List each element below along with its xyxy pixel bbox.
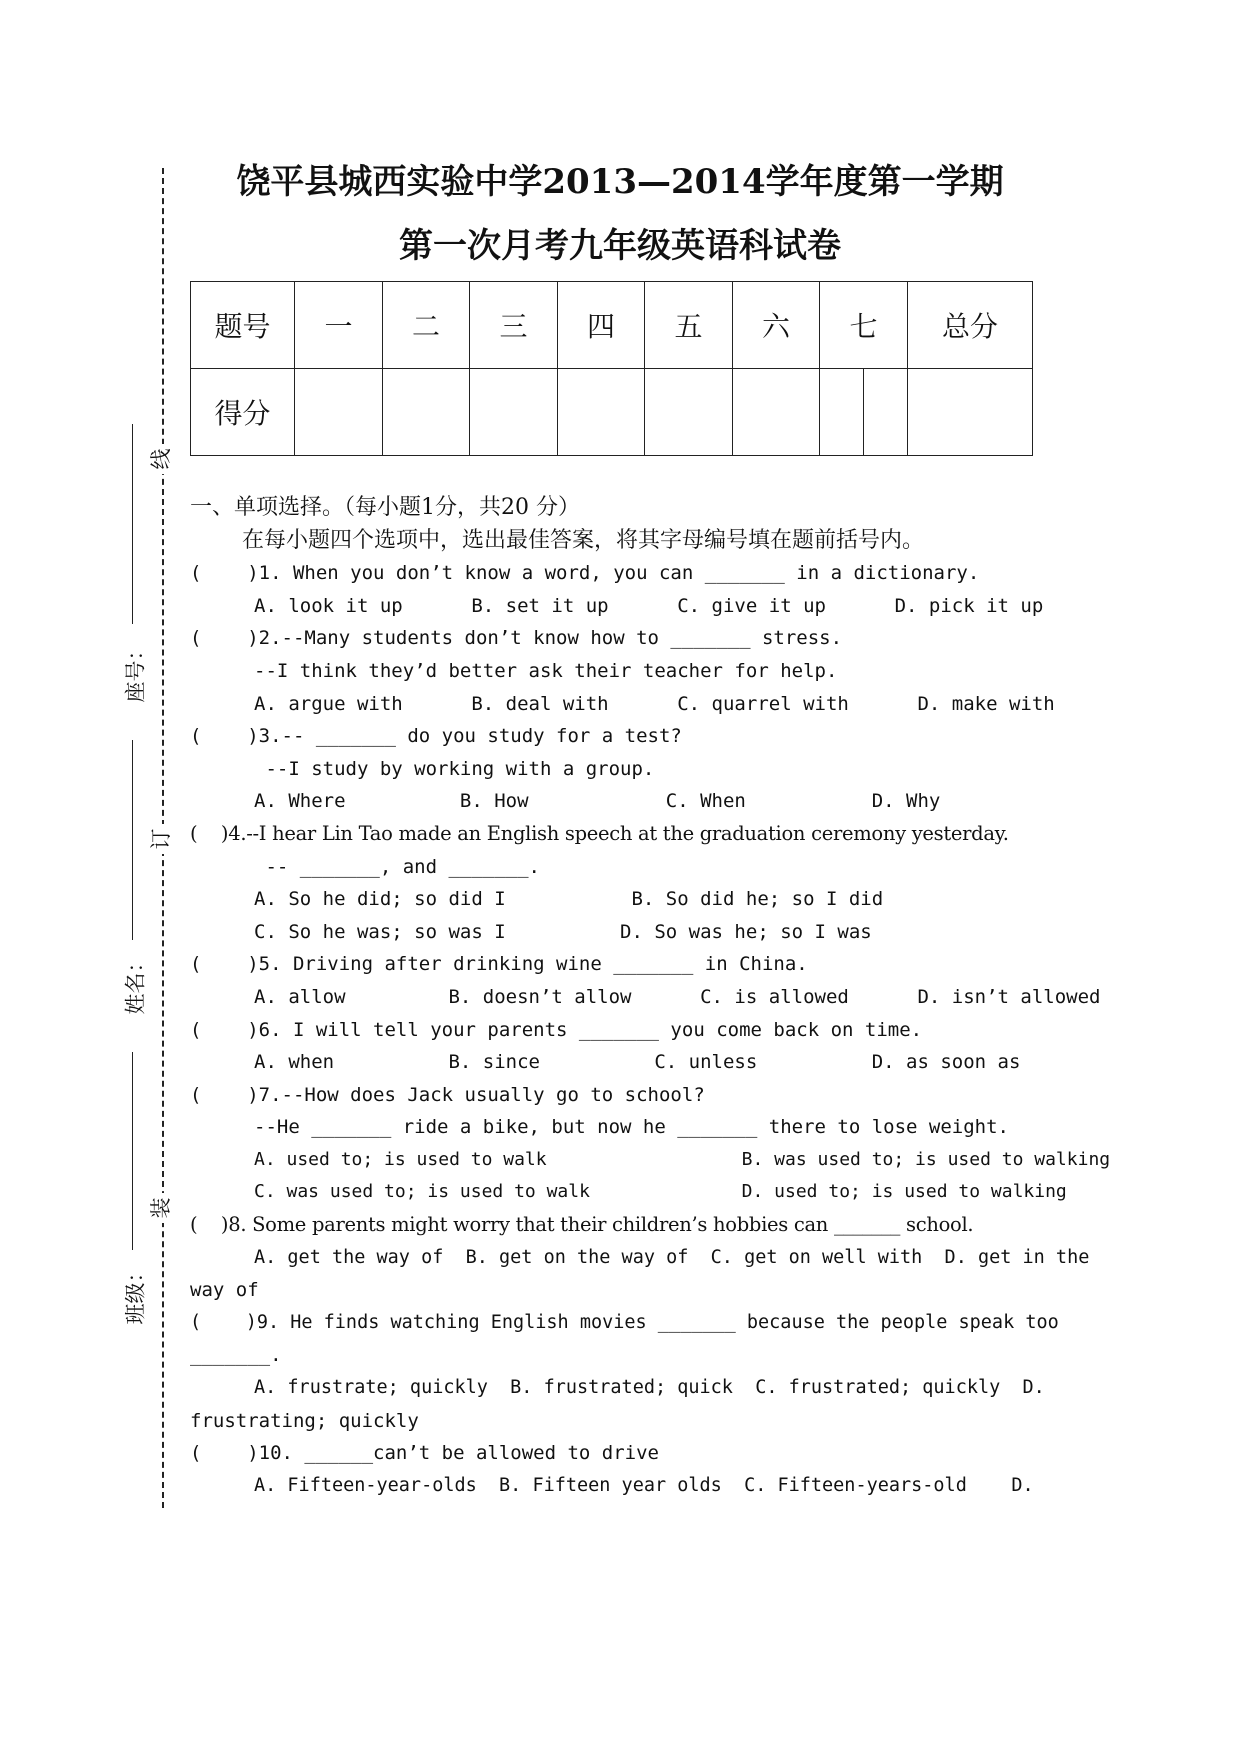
score-cell-total[interactable]: [908, 369, 1033, 456]
section-1-instruction: 在每小题四个选项中，选出最佳答案，将其字母编号填在题前括号内。: [242, 527, 925, 553]
question-9-options-cont: frustrating; quickly: [190, 1409, 419, 1432]
header-cell: 七: [820, 282, 908, 369]
question-3: ( )3.-- _______ do you study for a test?: [190, 725, 682, 748]
exam-title-line2: 第一次月考九年级英语科试卷: [399, 226, 841, 266]
question-4-reply: -- _______, and _______.: [254, 855, 540, 878]
score-table-header-row: [191, 282, 1033, 369]
question-1: ( )1. When you don’t know a word, you can _______ in a dictionary.: [190, 562, 980, 585]
header-cell: 五: [645, 282, 733, 369]
header-cell: 三: [470, 282, 558, 369]
header-cell: 一: [295, 282, 383, 369]
question-9-cont: _______.: [190, 1344, 282, 1367]
binding-char-zhuang: 装: [148, 1193, 174, 1223]
class-label: 班级：: [123, 1261, 148, 1325]
question-6: ( )6. I will tell your parents _______ you come back on time.: [190, 1018, 923, 1041]
seat-number-line: [132, 424, 133, 624]
score-cell[interactable]: [645, 369, 733, 456]
question-10: ( )10. ______can’t be allowed to drive: [190, 1442, 659, 1465]
question-10-options: A. Fifteen-year-olds B. Fifteen year olds C. Fifteen-years-old D.: [254, 1474, 1034, 1496]
score-cell[interactable]: [383, 369, 470, 456]
binding-char-line: 线: [148, 444, 174, 474]
question-5: ( )5. Driving after drinking wine _______ in China.: [190, 953, 808, 976]
header-cell: 总分: [908, 282, 1033, 369]
score-cell[interactable]: [733, 369, 820, 456]
section-1-content: [190, 492, 1111, 1502]
header-cell: 二: [383, 282, 470, 369]
name-line: [132, 740, 133, 940]
binding-char-ding: 订: [148, 824, 174, 854]
header-cell: 题号: [191, 282, 295, 369]
score-cell[interactable]: [295, 369, 383, 456]
question-8: ( )8. Some parents might worry that their children’s hobbies can _______ school.: [190, 1213, 974, 1237]
question-2-reply: --I think they’d better ask their teacher for help.: [254, 659, 838, 682]
question-1-options: A. look it up B. set it up C. give it up D. pick it up: [254, 594, 1044, 617]
question-7-reply: --He _______ ride a bike, but now he _______ there to lose weight.: [254, 1116, 1009, 1139]
question-4-options-cd: C. So he was; so was I D. So was he; so I was: [254, 920, 872, 943]
header-cell: 四: [558, 282, 645, 369]
question-7-options-cd: C. was used to; is used to walk D. used to; is used to walking: [254, 1181, 1067, 1203]
question-8-options: A. get the way of B. get on the way of C. get on well with D. get in the: [254, 1246, 1090, 1268]
question-5-options: A. allow B. doesn’t allow C. is allowed D. isn’t allowed: [254, 985, 1101, 1008]
question-3-options: A. Where B. How C. When D. Why: [254, 790, 941, 813]
question-9: ( )9. He finds watching English movies _______ because the people speak too: [190, 1311, 1059, 1333]
score-table: [190, 281, 1033, 456]
score-cell[interactable]: [558, 369, 645, 456]
score-row-label: 得分: [191, 369, 295, 456]
question-2-options: A. argue with B. deal with C. quarrel with D. make with: [254, 692, 1055, 715]
name-label: 姓名：: [123, 951, 148, 1015]
question-6-options: A. when B. since C. unless D. as soon as: [254, 1051, 1021, 1074]
question-3-reply: --I study by working with a group.: [254, 757, 655, 780]
class-line: [132, 1052, 133, 1250]
question-9-options: A. frustrate; quickly B. frustrated; quick C. frustrated; quickly D.: [254, 1377, 1045, 1399]
question-7: ( )7.--How does Jack usually go to school?: [190, 1083, 705, 1106]
question-4-options-ab: A. So he did; so did I B. So did he; so I did: [254, 888, 884, 911]
question-2: ( )2.--Many students don’t know how to _______ stress.: [190, 627, 843, 650]
question-4: ( )4.--I hear Lin Tao made an English speech at the graduation ceremony yesterday.: [190, 821, 1009, 845]
seat-number-label: 座号：: [123, 639, 148, 703]
exam-title-line1: 饶平县城西实验中学2013—2014学年度第一学期: [236, 162, 1004, 202]
question-8-options-cont: way of: [190, 1279, 259, 1302]
score-cell[interactable]: [470, 369, 558, 456]
section-1-heading: 一、单项选择。（每小题1分，共20 分）: [190, 495, 580, 520]
score-table-score-row: [191, 369, 1033, 456]
score-cell-split[interactable]: [820, 369, 908, 456]
question-7-options-ab: A. used to; is used to walk B. was used to; is used to walking: [254, 1148, 1111, 1170]
header-cell: 六: [733, 282, 820, 369]
